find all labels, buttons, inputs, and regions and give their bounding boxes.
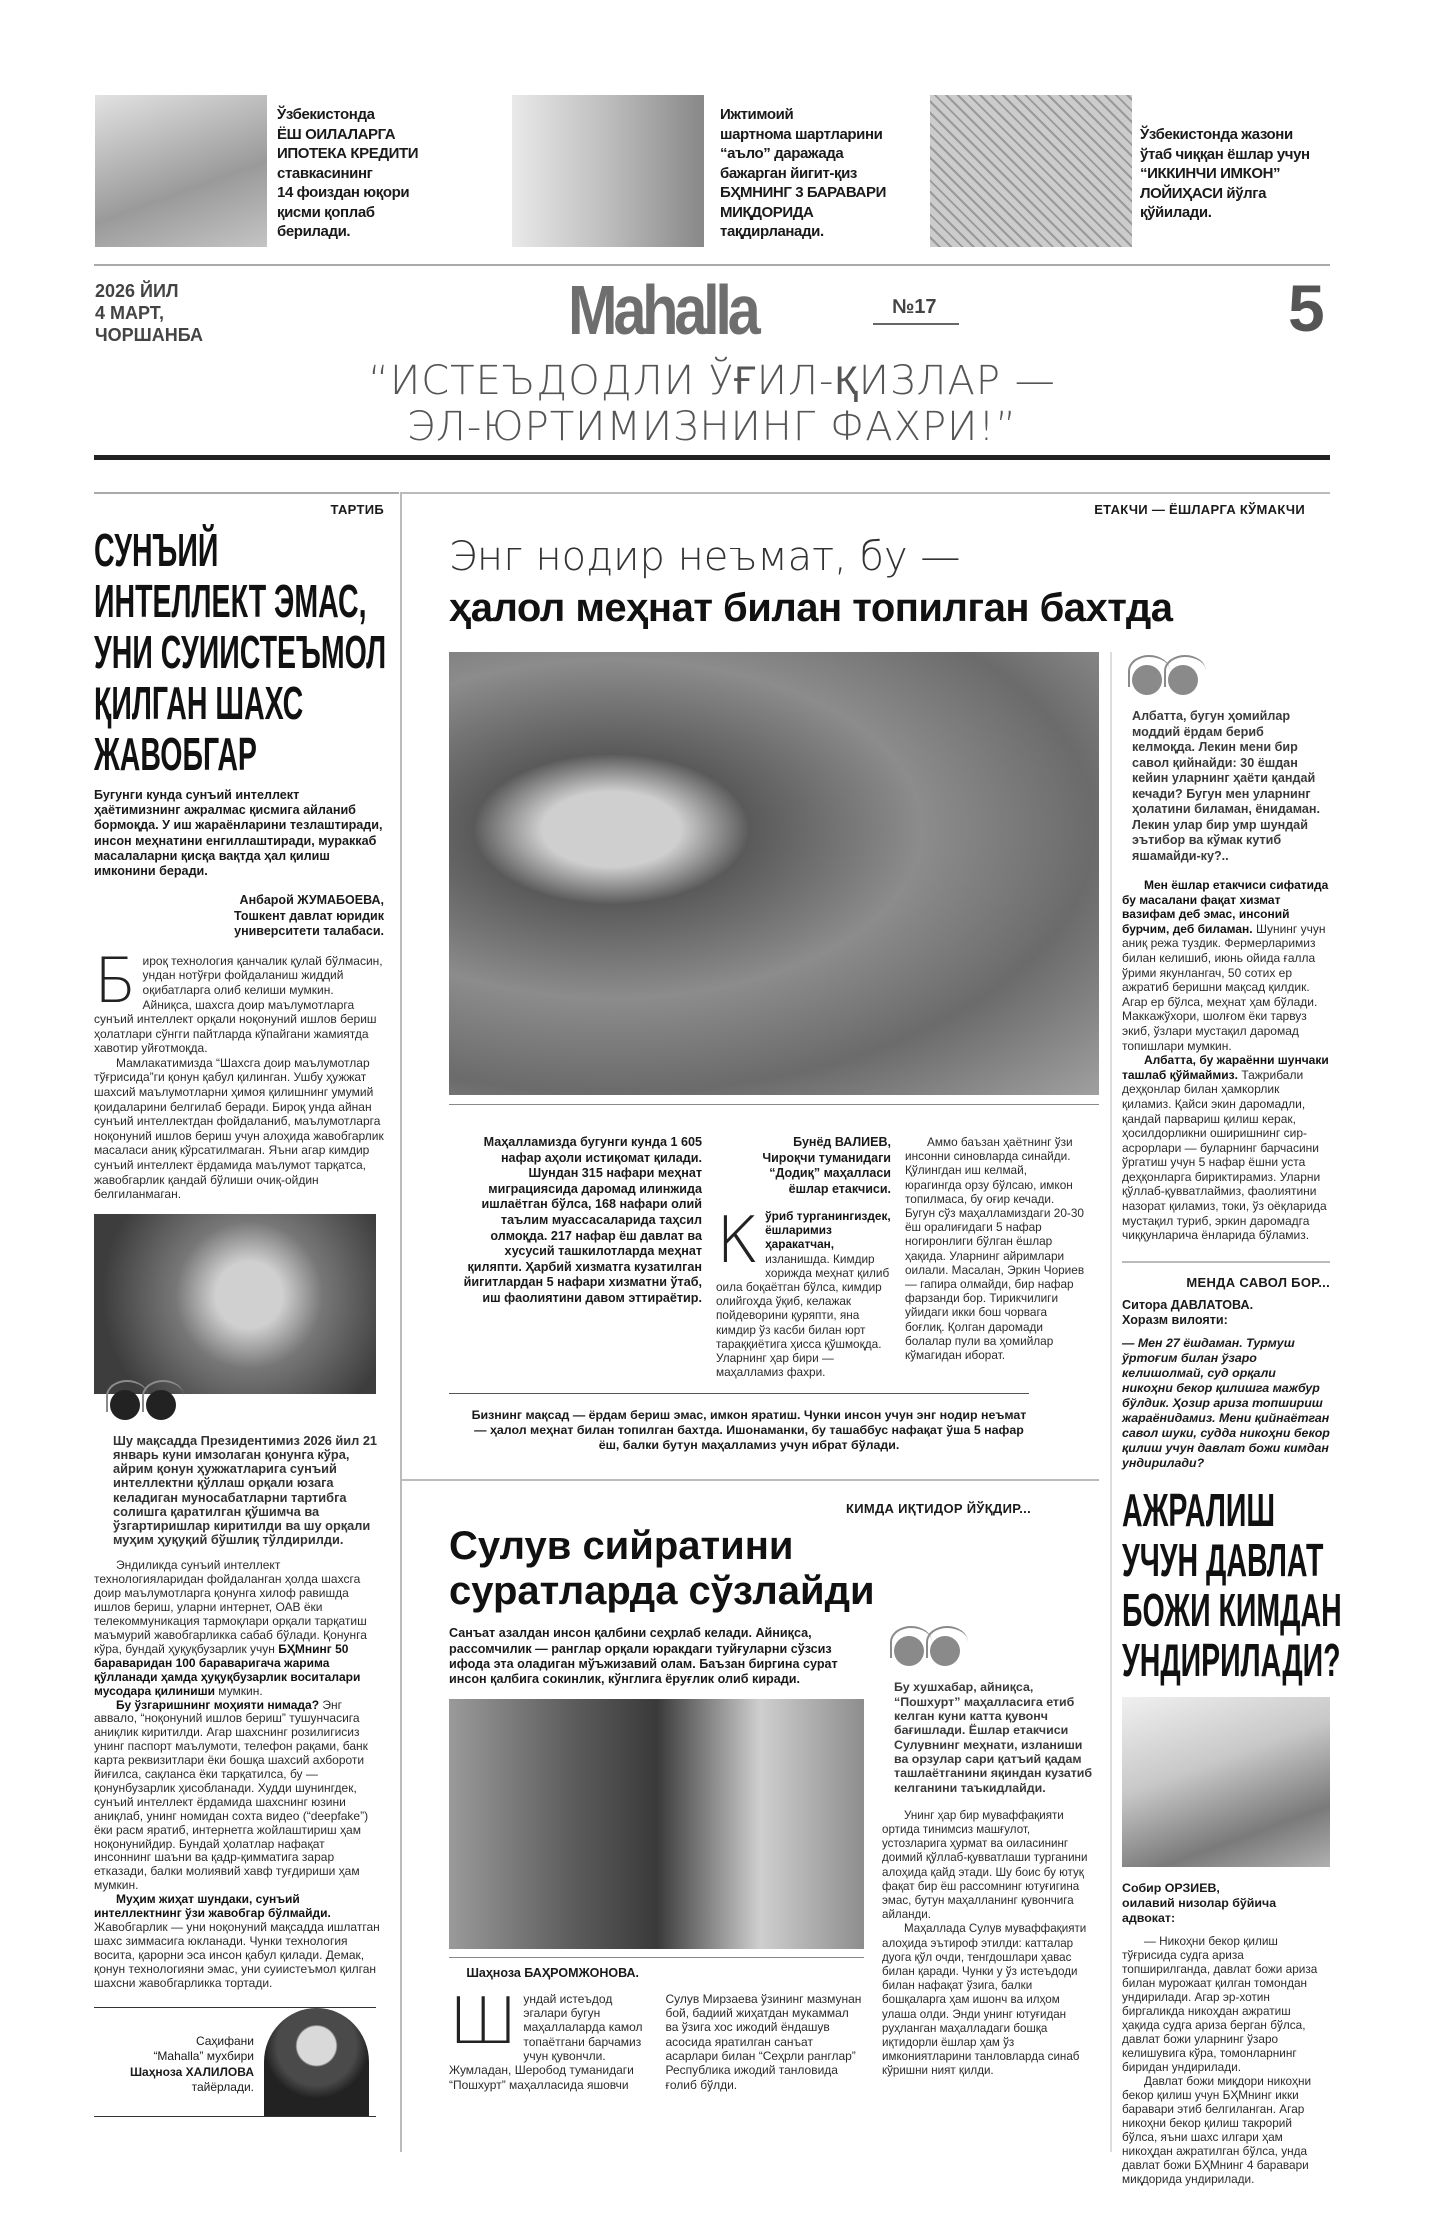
qa-question: — Мен 27 ёшдаман. Турмуш ўртоғим билан ўзаро келишолмай, суд орқали никоҳни бекор қилишга мажбур бўлдик. Ҳозир ариза топшириш жараёнидамиз. Мени қийнаётган савол шуки, судда никоҳни бекор қилиш учун давлат божи кимдан ундирилади? bbox=[1122, 1335, 1330, 1470]
main-body-2 bbox=[905, 1135, 1085, 1362]
headline-line: СУНЪИЙ bbox=[94, 524, 219, 576]
main-top-rule bbox=[400, 492, 1330, 494]
bold-text: Муҳим жиҳат шундаки, сунъий интеллектнинг ўзи жавобгар бўлмайди. bbox=[94, 1892, 331, 1921]
left-lead: Бугунги кунда сунъий интеллект ҳаётимизнинг ажралмас қисмига айланиб бормоқда. У иш жараёнларини тезлаштиради, инсон меҳнатини енгиллаштиради, мураккаб масалаларни қисқа вақтда ҳал қилиш имконини беради. bbox=[94, 788, 383, 879]
headline-line: УНДИРИЛАДИ? bbox=[1122, 1633, 1341, 1686]
section-divider bbox=[400, 1479, 1099, 1481]
leader-selfie-photo bbox=[449, 652, 1099, 1095]
page-number: 5 bbox=[1288, 271, 1325, 345]
section-label-talent: КИМДА ИҚТИДОР ЙЎҚДИР... bbox=[845, 1501, 1031, 1517]
bold-text: БҲМнинг 50 бараваридан 100 бараваригача жарима қўлланади ҳамда ҳуқуқбузарлик воситалари мусодара қилиниши bbox=[94, 1641, 361, 1698]
credit-author: Шаҳноза ХАЛИЛОВА bbox=[130, 2064, 254, 2079]
calculator-pen-photo bbox=[1122, 1697, 1330, 1867]
qa-box bbox=[1122, 1261, 1342, 2186]
art-body-1 bbox=[449, 1984, 864, 2092]
teaser-line: ЛОЙИҲАСИ йўлга bbox=[1140, 184, 1267, 202]
text: мумкин. bbox=[214, 1683, 263, 1698]
expert-name: Собир ОРЗИЕВ, bbox=[1122, 1880, 1220, 1895]
author-line: университети талабаси. bbox=[234, 924, 384, 939]
page-tagline bbox=[94, 358, 1330, 450]
teaser-line: “аъло” даражада bbox=[720, 145, 844, 162]
paragraph: ироқ технология қанчалик қулай бўлмасин, ундан нотўғри фойдаланиш жиддий оқибатларга олиб келиши мумкин. Айниқса, шахсга доир маълумотларга сунъий интеллект орқали ноқонуний ишлов бериш ҳолатлари сўнгги пайтларда кўпайгани жамиятда хавотир уйғотмоқда. bbox=[94, 953, 383, 1056]
paragraph: Унинг ҳар бир муваффақияти ортида тинимсиз машғулот, устозларига ҳурмат ва оиласининг доимий қўллаб-қувватлаши турганини алоҳида қайд этади. Шу боис бу ютуқ фақат бир ёш рассомнинг ютуғигина эмас, бутун маҳалланинг қувончига айланди. bbox=[882, 1808, 1088, 1922]
byline-line: ёшлар етакчиси. bbox=[788, 1181, 891, 1196]
teaser-line: ставкасининг bbox=[277, 164, 373, 182]
text: Энг аввало, “ноқонуний ишлов бериш” тушунчасига аниқлик киритилди. Агар шахснинг розилигисиз унинг паспорт маълумоти, телефон рақами, банк карта реквизитлари ёки бошқа шахсий ахбороти йиғилса, сақланса ёки тарқатилса, бу — қонунбузарлик ҳисобланади. Худди шунингдек, сунъий интеллект ёрдамида шахснинг юзини аниқлаб, унинг номидан сохта видео (“deepfake”) ёки расм яратиб, интернетга жойлаштириш ҳам ноқонунийдир. Бундай ҳолатлар нафақат инсоннинг шаъни ва қадр-қимматига зарар етказади, балки молиявий хавф туғдириши ҳам мумкин. bbox=[94, 1697, 369, 1893]
date-year: 2026 ЙИЛ bbox=[95, 281, 179, 301]
text: изланишда. Кимдир хорижда меҳнат қилиб оила боқаётган бўлса, кимдир олийгоҳда ўқиб, келажак пойдеворини қуряпти, яна кимдир ўз касби билан юрт тараққиётига ҳисса қўшмоқда. Уларнинг ҳар бири — маҳалламиз фахри. bbox=[716, 1251, 890, 1380]
center-column bbox=[449, 652, 1099, 2092]
text: Тажрибали деҳқонлар билан ҳамкорлик қиламиз. Қайси экин даромадли, қандай парвариш қилиш керак, ҳосилдорликни оширишнинг сир-асрорлари — буларнинг барчасини ўргатиш учун 5 нафар ёшни уста деҳқонларга бириктирамиз. Уларни қўллаб-қувватлаймиз, фаолиятини назорат қиламиз, токи, ўз оёқларида мустақил туриб, эркин даромадга чиққунларича ёнларида бўламиз. bbox=[1122, 1067, 1327, 1243]
main-closing-quote: Бизнинг мақсад — ёрдам бериш эмас, имкон яратиш. Чунки инсон учун энг нодир неъмат — ҳалол меҳнат билан топилган бахтда. Ишонаманки, бу ташаббус нафақат ўша 5 нафар ёш, балки бутун маҳалламиз учун ибрат бўлади. bbox=[471, 1408, 1027, 1453]
teaser-photo-houses[interactable] bbox=[95, 95, 267, 247]
headline-line: ҚИЛГАН ШАХС bbox=[94, 677, 304, 729]
byline-line: Чироқчи туманидаги bbox=[762, 1150, 891, 1165]
main-side-body bbox=[1122, 878, 1330, 1243]
top-divider bbox=[94, 264, 1330, 266]
text: Эндиликда сунъий интеллект технологияларидан фойдаланган ҳолда шахсга доир маълумотларга қонунга хилоф равишда ишлов бериш, уларни интернет, ОАВ ёки телекоммуникация тармоқлари орқали тарқатиш маъмурий жавобгарликка сабаб бўлади. Қонунга кўра, бундай ҳуқуқбузарлик учун bbox=[94, 1558, 367, 1656]
text: Шунинг учун аниқ режа туздик. Фермерларимиз билан келишиб, июнь ойида ғалла ўрими якунлангач, 50 сотих ер ажратиб беришни мақсад қилдик. Агар ер бўлса, меҳнат ҳам бўлади. Маккажўхори, шолғом ёки тарвуз экиб, ўзлари мустақил даромад топишлари мумкин. bbox=[1122, 921, 1326, 1053]
main-headline-line1: Энг нодир неъмат, бу — bbox=[449, 534, 961, 580]
qa-headline bbox=[1122, 1483, 1342, 1686]
main-byline bbox=[716, 1135, 891, 1197]
author-portrait bbox=[264, 2008, 369, 2116]
main-middle-col bbox=[716, 1135, 891, 1379]
bold-text: ўриб турганингиздек, ёшларимиз ҳаракатчан, bbox=[765, 1209, 891, 1252]
left-body-2 bbox=[94, 1559, 384, 1990]
paragraph: ундай истеъдод эгалари бугун маҳаллаларда камол топаётгани барчамиз учун қувончли. Жумладан, Шеробод туманидаги “Пошхурт” маҳалласида яшовчи Сулув Мирзаева ўзининг мазмунан бой, бадиий жиҳатдан мукаммал ва ўзига хос ижодий ёндашув асосида яратилган санъат асарлари билан “Сеҳрли ранглар” Республика ижодий танловида ғолиб бўлди. bbox=[449, 1991, 862, 2092]
teaser-line: берилади. bbox=[277, 223, 351, 240]
teaser-line: тақдирланади. bbox=[720, 223, 824, 240]
art-byline: Шаҳноза БАҲРОМЖОНОВА. bbox=[466, 1966, 639, 1981]
teaser-line: ИПОТЕКА КРЕДИТИ bbox=[277, 145, 419, 162]
author-line: Тошкент давлат юридик bbox=[233, 908, 384, 923]
paragraph: — Никоҳни бекор қилиш тўғрисида судга ариза топширилганда, давлат божи ариза билан мурожаат қилган томондан ундирилади. Агар эр-хотин биргаликда никоҳдан ажратиш ҳақида судга ариза берган бўлса, давлат божи уларнинг ўзаро келишувига кўра, томонларнинг биридан ундирилади. bbox=[1122, 1933, 1318, 2074]
headline-line: ИНТЕЛЛЕКТ ЭМАС, bbox=[94, 575, 367, 627]
quote-marks-icon bbox=[894, 1626, 964, 1670]
issue-date bbox=[95, 280, 203, 346]
art-main-col bbox=[449, 1626, 864, 2091]
masthead-thick-rule bbox=[94, 455, 1330, 460]
teaser-mortgage[interactable] bbox=[277, 105, 418, 242]
teaser-line: шартнома шартларини bbox=[720, 125, 883, 143]
issue-underline bbox=[873, 323, 959, 325]
teaser-line: Ўзбекистонда жазони bbox=[1140, 126, 1293, 143]
text: Жавобгарлик — уни ноқонуний мақсадда ишлатган шахс зиммасига юкланади. Чунки технология восита, қарорни эса инсон қабул қилади. Демак, қонун технологияни эмас, уни суиистеъмол қилган шахсни жавобгарликка тортади. bbox=[94, 1920, 380, 1990]
photo-caption-rule bbox=[449, 1957, 864, 1958]
teaser-photo-barbed-wire[interactable] bbox=[930, 95, 1132, 247]
teaser-line: ўтаб чиққан ёшлар учун bbox=[1140, 145, 1310, 163]
art-lead: Санъат азалдан инсон қалбини сеҳрлаб келади. Айниқса, рассомчилик — ранглар орқали юракдаги туйғуларни сўзсиз ифода эта оладиган мўъжизавий олам. Баъзан биргина сурат инсон қалбига сокинлик, кўнглига ёруғлик олиб киради. bbox=[449, 1626, 838, 1687]
main-right-border bbox=[1110, 652, 1112, 2152]
teaser-line: қисми қоплаб bbox=[277, 203, 375, 221]
headline-line: ЖАВОБГАР bbox=[94, 728, 257, 780]
main-headline-line2: ҳалол меҳнат билан топилган бахтда bbox=[449, 586, 1173, 630]
left-column bbox=[94, 502, 387, 2117]
column-divider bbox=[400, 492, 402, 2152]
headline-line: АЖРАЛИШ bbox=[1122, 1483, 1276, 1536]
byline-name: Бунёд ВАЛИЕВ, bbox=[793, 1135, 891, 1149]
expert-title: оилавий низолар бўйича адвокат: bbox=[1122, 1895, 1277, 1925]
artist-group-photo bbox=[449, 1699, 864, 1949]
teaser-line: БҲМНИНГ 3 БАРАВАРИ bbox=[720, 184, 886, 201]
page-credit-box bbox=[94, 2007, 376, 2117]
asker-region: Хоразм вилояти: bbox=[1122, 1312, 1228, 1327]
bold-text: Бу ўзгаришнинг моҳияти нимада? bbox=[116, 1697, 320, 1712]
art-row bbox=[449, 1626, 1099, 2091]
art-side-body bbox=[882, 1809, 1097, 2079]
teaser-line: “ИККИНЧИ ИМКОН” bbox=[1140, 165, 1281, 182]
quote-marks-icon bbox=[110, 1380, 180, 1424]
teaser-line: МИҚДОРИДА bbox=[720, 203, 814, 221]
dropcap: Б bbox=[94, 943, 137, 1017]
art-headline bbox=[449, 1524, 1099, 1614]
teaser-photo-chess[interactable] bbox=[512, 95, 704, 247]
section-label-order: ТАРТИБ bbox=[330, 502, 384, 517]
bold-text: Мен ёшлар етакчиси сифатида бу масалани фақат хизмат вазифам деб эмас, инсоний бурчим, деб биламан. bbox=[1122, 878, 1329, 936]
teaser-social-contract[interactable] bbox=[720, 105, 886, 242]
teaser-line: Ўзбекистонда bbox=[277, 106, 375, 123]
left-pullquote: Шу мақсадда Президентимиз 2026 йил 21 январь куни имзолаган қонунга кўра, айрим қонун ҳужжатларига сунъий интеллектни қўллаш орқали юзага келадиган муносабатларни тартибга солишга қаратилган қўшимча ва ўзгартиришлар киритилди ва шу орқали муҳим ҳуқуқий бўшлиқ тўлдирилди. bbox=[113, 1432, 378, 1548]
dropcap: Ш bbox=[449, 1984, 518, 2059]
teaser-line: бажарган йигит-қиз bbox=[720, 164, 857, 182]
tagline-line: ЭЛ-ЮРТИМИЗНИНГ ФАХРИ!” bbox=[406, 404, 1018, 450]
qa-answer bbox=[1122, 1934, 1330, 2186]
teaser-line: 14 фоиздан юқори bbox=[277, 184, 410, 201]
teaser-line: қўйилади. bbox=[1140, 204, 1212, 221]
headline-line: УЧУН ДАВЛАТ bbox=[1122, 1533, 1324, 1586]
section-label-leader: ЕТАКЧИ — ЁШЛАРГА КЎМАКЧИ bbox=[1094, 502, 1305, 517]
photo-caption-rule bbox=[449, 1104, 1099, 1105]
paragraph: Давлат божи миқдори никоҳни бекор қилиш учун БҲМнинг икки баравари этиб белгиланган. Агар никоҳни бекор қилиш такрорий бўлса, яъни шахс илгари ҳам никоҳдан ажратилган бўлса, унда давлат божи БҲМнинг 4 баравари миқдорида ундирилади. bbox=[1122, 2073, 1312, 2186]
date-weekday: ЧОРШАНБА bbox=[95, 325, 203, 345]
headline-line: Сулув сийратини bbox=[449, 1524, 794, 1569]
bold-text: Албатта, бу жараённи шунчаки ташлаб қўймаймиз. bbox=[1122, 1053, 1329, 1082]
qa-expert bbox=[1122, 1881, 1330, 1926]
credit-line: Саҳифани bbox=[195, 2033, 254, 2048]
issue-number: №17 bbox=[892, 296, 937, 318]
tagline-line: “ИСТЕЪДОДЛИ ЎҒИЛ-ҚИЗЛАР — bbox=[368, 358, 1056, 404]
ai-face-phone-photo bbox=[94, 1214, 376, 1394]
art-side-col bbox=[882, 1626, 1097, 2078]
main-body-1 bbox=[716, 1204, 891, 1380]
main-side-quote: Албатта, бугун ҳомийлар моддий ёрдам бериб келмоқда. Лекин мени бир савол қийнайди: 30 ёшдан кейин уларнинг ҳаёти қандай кечади? Бугун мен уларнинг ҳолатини биламан, ёнидаман. Лекин улар бир умр шундай эътибор ва кўмак кутиб яшамайди-ку?.. bbox=[1132, 709, 1321, 863]
paragraph: Мамлакатимизда “Шахсга доир маълумотлар тўғрисида”ги қонун қабул қилинган. Ушбу ҳужжат шахсий маълумотларни ҳимоя қилишнинг умумий қоидаларини белгилаб беради. Бироқ унда айнан сунъий интеллектдан фойдаланиб, маълумотларга ноқонуний ишлов бериш учун алоҳида жавобгарлик масаласи аниқ кўрсатилмаган. Яъни агар кимдир сунъий интеллект ёрдамида маълумот тарқатса, жавобгарлик қандай бўлиши очиқ-ойдин белгиланмаган. bbox=[94, 1055, 384, 1202]
author-name: Анбарой ЖУМАБОЕВА, bbox=[239, 893, 384, 908]
left-body-1 bbox=[94, 943, 384, 1202]
headline-line: суратларда сўзлайди bbox=[449, 1569, 875, 1614]
credit-line: тайёрлади. bbox=[191, 2080, 254, 2095]
logo: Mahalla bbox=[568, 271, 757, 349]
paragraph: Маҳаллада Сулув муваффақияти алоҳида эътироф этилди: катталар дуога қўл очди, тенгдошлари ҳавас билан қаради. Чунки у ўз истеъдоди билан нафақат ўзига, балки бошқаларга ҳам ишонч ва илҳом улаша олди. Энди унинг ютуғидан руҳланган маҳалладаги бошқа иқтидорли ёшлар ҳам ўз имкониятларини танловларда синаб кўришни ният қилди. bbox=[882, 1922, 1087, 2078]
quote-marks-icon bbox=[1132, 655, 1202, 699]
dropcap: К bbox=[716, 1204, 760, 1278]
main-stats: Маҳалламизда бугунги кунда 1 605 нафар аҳоли истиқомат қилади. Шундан 315 нафари меҳнат миграциясида даромад илинжида ишлаётган бўлса, 168 нафари олий таълим муассасаларида таҳсил олмоқда. 217 нафар ёш давлат ва хусусий ташкилотларда меҳнат қиляпти. Ҳарбий хизматга кузатилган йигитлардан 5 нафари хизматни ўтаб, иш фаолиятини давом эттираётир. bbox=[463, 1135, 702, 1305]
asker-name: Ситора ДАВЛАТОВА. bbox=[1122, 1297, 1254, 1312]
page-credit bbox=[104, 2034, 254, 2096]
headline-line: УНИ СУИИСТЕЪМОЛ bbox=[94, 626, 387, 678]
headline-line: БОЖИ КИМДАН bbox=[1122, 1583, 1342, 1636]
teaser-line: Ижтимоий bbox=[720, 106, 794, 123]
byline-line: “Додиқ” маҳалласи bbox=[769, 1166, 891, 1180]
credit-line: “Mahalla” мухбири bbox=[153, 2049, 254, 2064]
left-author bbox=[94, 893, 384, 940]
left-headline bbox=[94, 524, 387, 780]
main-text-row bbox=[449, 1135, 1099, 1379]
teaser-line: ЁШ ОИЛАЛАРГА bbox=[277, 125, 396, 143]
left-top-rule bbox=[94, 492, 399, 494]
qa-asker bbox=[1122, 1298, 1330, 1328]
art-side-quote: Бу хушхабар, айниқса, “Пошхурт” маҳалласига етиб келган куни катта қувонч бағишлади. Ёшлар етакчиси Сулувнинг меҳнати, изланиши ва орзулар сари қатъий қадам ташлаётганини яқиндан кузатиб келганини таъкидлайди. bbox=[894, 1680, 1093, 1795]
right-column bbox=[1122, 655, 1342, 2186]
section-label-question: МЕНДА САВОЛ БОР... bbox=[1186, 1274, 1330, 1290]
paragraph: Аммо баъзан ҳаётнинг ўзи инсонни синовларда синайди. Қўлингдан иш келмай, юрагингда орзу бўлсаю, имкон топилмаса, бу оғир кечади. Бугун сўз маҳалламиздаги 20-30 ёш оралиғидаги 5 нафар ногиронлиги бўлган ёшлар ҳақида. Уларнинг айримлари оилали. Масалан, Эркин Чориев — гапира олмайди, бир нафар фарзанди бор. Тирикчилиги уйидаги икки бош чорвага боғлиқ. Қолган даромади болалар пули ва ҳомийлар кўмагидан иборат. bbox=[905, 1135, 1085, 1363]
date-day: 4 МАРТ, bbox=[95, 303, 164, 323]
closing-quote-rule bbox=[449, 1393, 1029, 1394]
teaser-second-chance[interactable] bbox=[1140, 125, 1310, 223]
